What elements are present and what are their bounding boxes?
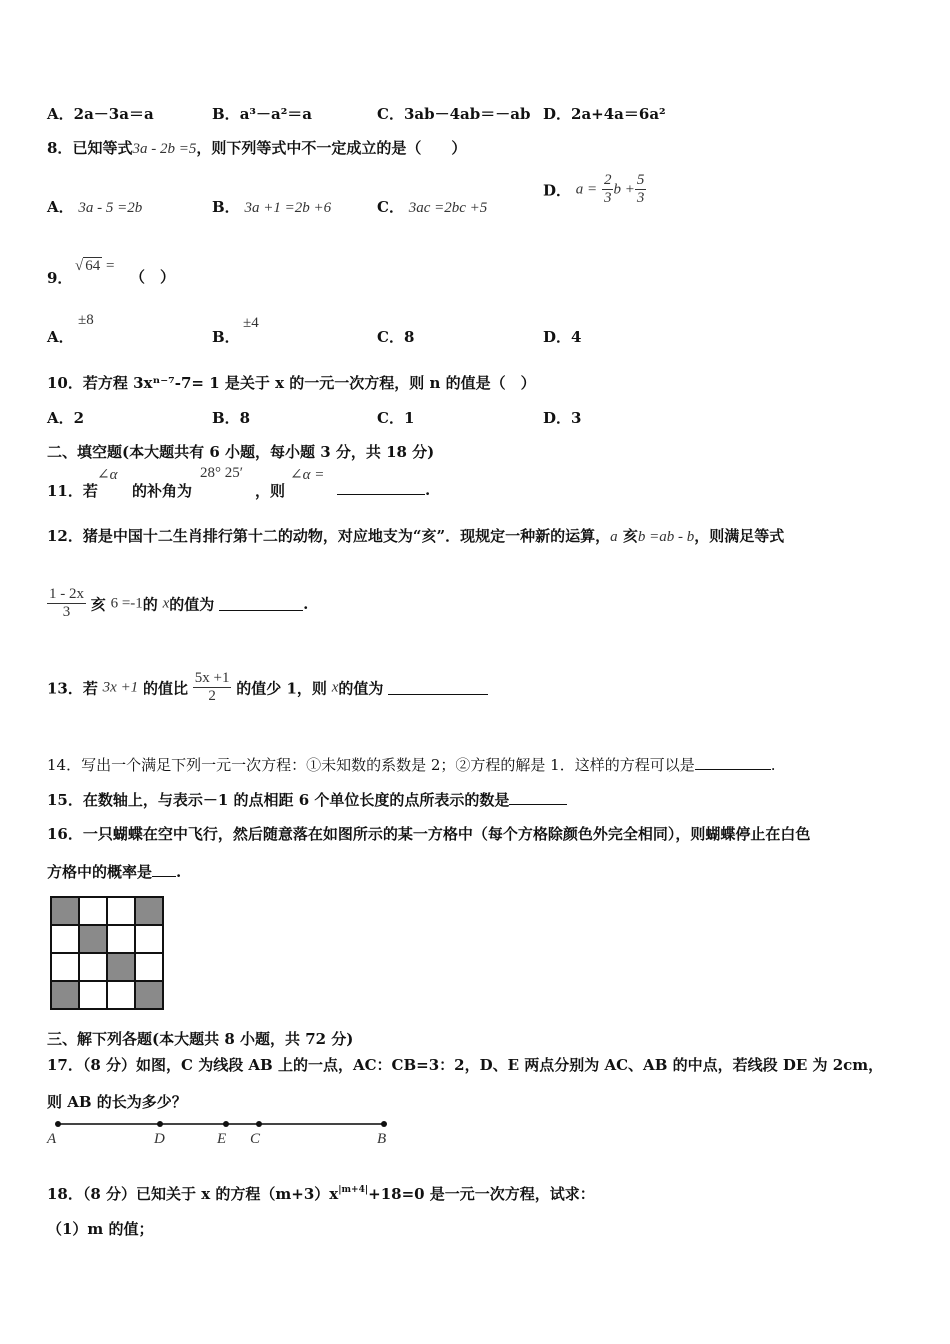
q8-stem: 8．已知等式3a - 2b =5，则下列等式中不一定成立的是（ ） (47, 139, 467, 157)
label-d: D (154, 1131, 165, 1146)
grid-cell-white (135, 925, 163, 953)
q9-paren: （ ） (130, 268, 176, 286)
grid-cell-gray (135, 981, 163, 1009)
q10-option-a: A．2 (47, 409, 85, 427)
q17-segment-figure (44, 1116, 394, 1146)
q9-expression: √ 64 = (75, 258, 115, 274)
q11-angle: ∠α (97, 467, 118, 483)
q9-option-c: C．8 (377, 328, 415, 346)
q11-answer-blank[interactable]: . (337, 480, 430, 499)
point-c (256, 1121, 262, 1127)
q7-option-a: A．2a－3a＝a (47, 105, 154, 123)
grid-cell-gray (135, 897, 163, 925)
q11-degree: 28° 25′ (200, 465, 244, 481)
q8-option-d: D． a = $\frac{2}{3}$ b + $\frac{5}{3}$ (543, 172, 645, 207)
point-a (55, 1121, 61, 1127)
q18-stem: 18．（8 分）已知关于 x 的方程$(m+3)x^{|m+4|}+18=0$ 是一元一次方程，试求： (47, 1185, 595, 1203)
q9-option-b-value: ±4 (243, 315, 259, 331)
q13-line: 13．若 3x +1 的值比 $\frac{5x +1}{2}$ 的值少 1，则 x的值为 (47, 670, 488, 706)
grid-cell-white (79, 953, 107, 981)
grid-cell-gray (79, 925, 107, 953)
q17-line2: 则 AB 的长为多少？ (47, 1093, 187, 1111)
q8-option-b: B． 3a +1 =2b +6 (212, 198, 332, 216)
grid-cell-white (79, 981, 107, 1009)
grid-cell-white (107, 925, 135, 953)
point-e (223, 1121, 229, 1127)
grid-cell-gray (51, 981, 79, 1009)
fraction: $\frac{2}{3}$ (603, 172, 612, 207)
point-d (157, 1121, 163, 1127)
grid-cell-white (51, 925, 79, 953)
grid-cell-white (135, 953, 163, 981)
label-b: B (377, 1131, 387, 1146)
q9-option-a-label: A． (47, 328, 74, 346)
q8-option-a: A． 3a - 5 =2b (47, 198, 143, 216)
label-e: E (217, 1131, 227, 1146)
q7-option-d: D．2a+4a＝6a² (543, 105, 666, 123)
q8-option-c: C． 3ac =2bc +5 (377, 198, 488, 216)
q16-answer-blank[interactable] (152, 862, 176, 877)
q9-option-d: D．4 (543, 328, 582, 346)
q7-option-c: C．3ab－4ab＝－ab (377, 105, 531, 123)
label-c: C (250, 1131, 261, 1146)
point-b (381, 1121, 387, 1127)
q9-option-a-value: ±8 (78, 312, 94, 328)
q11-prefix: 11．若 (47, 482, 98, 500)
q7-option-b: B．a³－a²＝a (212, 105, 312, 123)
q12-line2: $\frac{1 - 2x}{3}$ 亥 6 =-1的 x的值为 . (49, 586, 309, 621)
q11-then: ，则 (255, 482, 286, 500)
grid-cell-white (51, 953, 79, 981)
q9-number: 9． (47, 269, 73, 287)
q10-option-b: B．8 (212, 409, 251, 427)
q16-grid-figure (50, 896, 164, 1010)
q15-line: 15．在数轴上，与表示－1 的点相距 6 个单位长度的点所表示的数是 (47, 789, 567, 810)
q16-line1: 16．一只蝴蝶在空中飞行，然后随意落在如图所示的某一方格中（每个方格除颜色外完全相同），则蝴蝶停止在白色 (47, 825, 811, 843)
q14-answer-blank[interactable] (695, 755, 771, 770)
q10-option-c: C．1 (377, 409, 415, 427)
q18-sub1: （1）m 的值； (47, 1220, 154, 1238)
grid-cell-gray (51, 897, 79, 925)
grid-cell-white (107, 981, 135, 1009)
grid-cell-gray (107, 953, 135, 981)
q11-angle-eq: ∠α = (290, 467, 325, 483)
grid-table (50, 896, 164, 1010)
q14-line: 14．写出一个满足下列一元一次方程：①未知数的系数是 2；②方程的解是 1．这样的方程可以是 . (47, 756, 776, 774)
section-3-heading: 三、解下列各题(本大题共 8 小题，共 72 分) (47, 1030, 354, 1048)
grid-cell-white (107, 897, 135, 925)
q15-answer-blank[interactable] (509, 790, 567, 805)
q12-answer-blank[interactable] (219, 596, 303, 611)
fraction: $\frac{5}{3}$ (636, 172, 645, 207)
q11-mid: 的补角为 (132, 482, 193, 500)
q10-option-d: D．3 (543, 409, 582, 427)
q12-line1: 12．猪是中国十二生肖排行第十二的动物，对应地支为“亥”．现规定一种新的运算，a 亥b =ab - b，则满足等式 (47, 527, 785, 545)
q16-line2: 方格中的概率是 . (47, 863, 182, 881)
q9-option-b-label: B． (212, 328, 240, 346)
q17-line1: 17．（8 分）如图，C 为线段 AB 上的一点，AC：CB=3：2，D、E 两点分别为 AC、AB 的中点，若线段 DE 为 2cm， (47, 1056, 884, 1074)
section-2-heading: 二、填空题(本大题共有 6 小题，每小题 3 分，共 18 分) (47, 443, 435, 461)
label-a: A (47, 1131, 57, 1146)
q13-answer-blank[interactable] (388, 680, 488, 695)
q10-stem: 10．若方程 3xⁿ⁻⁷-7= 1 是关于 x 的一元一次方程，则 n 的值是（ ） (47, 374, 536, 392)
grid-cell-white (79, 897, 107, 925)
